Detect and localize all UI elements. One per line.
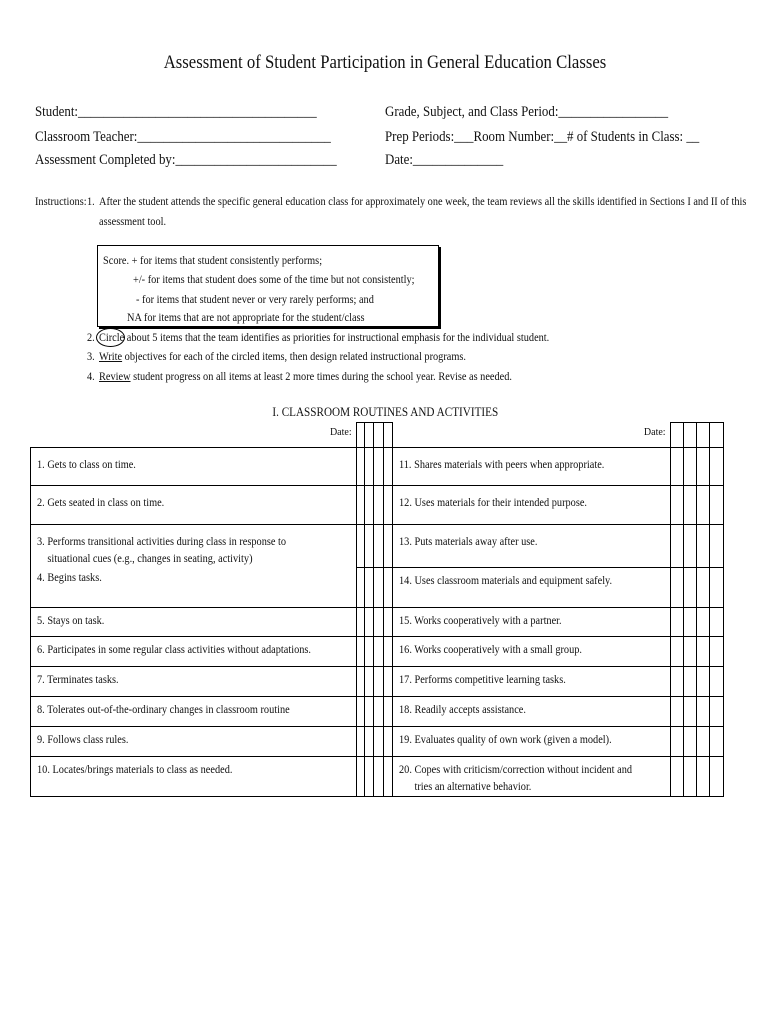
skill-item: [31, 486, 357, 525]
score-cell[interactable]: [670, 756, 683, 796]
score-cell[interactable]: [696, 666, 709, 696]
skill-item: [392, 696, 670, 726]
score-cell[interactable]: [696, 696, 709, 726]
skill-item: [31, 525, 357, 568]
score-cell[interactable]: [683, 726, 696, 756]
score-cell[interactable]: [670, 567, 683, 607]
review-word: Review: [99, 369, 131, 383]
instruction-step-1: After the student attends the specific general education class for approximately one week, the team reviews all the skills identified in Sections I and II of this: [99, 194, 747, 208]
score-cell[interactable]: [383, 607, 392, 636]
score-cell[interactable]: [670, 726, 683, 756]
score-cell[interactable]: [670, 696, 683, 726]
score-cell[interactable]: [356, 448, 365, 486]
skill-item: [392, 666, 670, 696]
date-label-cell: [31, 423, 357, 448]
skill-item: [392, 567, 670, 607]
score-cell[interactable]: [365, 756, 374, 796]
step-number: 2.: [87, 330, 95, 344]
skill-text: 8. Tolerates out-of-the-ordinary changes in classroom routine: [37, 701, 290, 716]
score-cell[interactable]: [696, 607, 709, 636]
skill-text: 5. Stays on task.: [37, 612, 105, 627]
score-cell[interactable]: [365, 486, 374, 525]
skill-item: [392, 636, 670, 666]
prep-room-students-field[interactable]: Prep Periods:___Room Number:__# of Students in Class: __: [385, 129, 700, 145]
score-cell[interactable]: [709, 607, 723, 636]
score-cell[interactable]: [374, 486, 383, 525]
date-cell[interactable]: [365, 423, 374, 448]
skills-table: [30, 422, 724, 797]
date-field[interactable]: Date:______________: [385, 152, 504, 168]
score-cell[interactable]: [356, 756, 365, 796]
skill-item: [392, 448, 670, 486]
skill-item: [392, 726, 670, 756]
step-number: 1.: [87, 194, 95, 208]
score-cell[interactable]: [696, 756, 709, 796]
skill-item: [31, 666, 357, 696]
score-cell[interactable]: [356, 607, 365, 636]
table-row: [31, 486, 724, 525]
score-cell[interactable]: [383, 636, 392, 666]
skill-text: 1. Gets to class on time.: [37, 457, 136, 471]
section-title-text: I. CLASSROOM ROUTINES AND ACTIVITIES: [272, 404, 498, 419]
score-cell[interactable]: [709, 486, 723, 525]
score-cell[interactable]: [365, 607, 374, 636]
score-cell[interactable]: [365, 567, 374, 607]
score-cell[interactable]: [374, 726, 383, 756]
score-cell[interactable]: [356, 567, 365, 607]
instruction-step-3: [99, 349, 466, 364]
skill-item: [31, 636, 357, 666]
instructions-label: Instructions:: [35, 194, 87, 208]
skill-text: 16. Works cooperatively with a small group.: [398, 641, 582, 656]
score-cell[interactable]: [696, 567, 709, 607]
student-field[interactable]: Student:_____________________________________: [35, 104, 317, 120]
score-cell[interactable]: [383, 726, 392, 756]
score-cell[interactable]: [374, 607, 383, 636]
skill-text: 20. Copes with criticism/correction without incident and: [398, 761, 632, 776]
date-cell[interactable]: [696, 423, 709, 448]
step-number: 4.: [87, 369, 95, 383]
score-cell[interactable]: [374, 756, 383, 796]
score-cell[interactable]: [383, 666, 392, 696]
instruction-step-2: [99, 330, 549, 345]
table-row: [31, 567, 724, 607]
score-cell[interactable]: [374, 567, 383, 607]
date-cell[interactable]: [683, 423, 696, 448]
instruction-step-1-cont: assessment tool.: [99, 214, 167, 228]
score-cell[interactable]: [670, 636, 683, 666]
score-cell[interactable]: [356, 525, 365, 568]
skill-item: [392, 486, 670, 525]
assessment-completed-by-field[interactable]: Assessment Completed by:_________________________: [35, 152, 337, 168]
skill-item: [392, 607, 670, 636]
table-row: [31, 666, 724, 696]
score-cell[interactable]: [356, 486, 365, 525]
skill-text: 4. Begins tasks.: [37, 570, 102, 584]
score-cell[interactable]: [383, 525, 392, 568]
table-row: [31, 696, 724, 726]
score-cell[interactable]: [709, 696, 723, 726]
score-cell[interactable]: [356, 726, 365, 756]
skill-text: 17. Performs competitive learning tasks.: [398, 671, 566, 686]
table-row: [31, 525, 724, 568]
skill-text: 15. Works cooperatively with a partner.: [398, 612, 562, 627]
score-cell[interactable]: [709, 636, 723, 666]
date-cell[interactable]: [670, 423, 683, 448]
score-cell[interactable]: [696, 525, 709, 568]
score-cell[interactable]: [374, 636, 383, 666]
score-legend-line: - for items that student never or very rarely performs; and: [136, 292, 374, 306]
score-cell[interactable]: [356, 696, 365, 726]
score-legend-line: Score. + for items that student consistently performs;: [103, 253, 323, 267]
score-cell[interactable]: [374, 696, 383, 726]
score-cell[interactable]: [709, 726, 723, 756]
score-cell[interactable]: [670, 486, 683, 525]
score-legend-line: +/- for items that student does some of the time but not consistently;: [133, 272, 415, 286]
table-row: [31, 756, 724, 796]
section-title: [0, 404, 770, 420]
skill-text: 13. Puts materials away after use.: [398, 534, 538, 548]
score-cell[interactable]: [365, 726, 374, 756]
score-legend-line: NA for items that are not appropriate for the student/class: [127, 310, 365, 324]
skill-item: [31, 607, 357, 636]
skill-text: 11. Shares materials with peers when appropriate.: [398, 457, 605, 471]
score-cell[interactable]: [709, 567, 723, 607]
date-cell[interactable]: [356, 423, 365, 448]
score-cell[interactable]: [356, 636, 365, 666]
score-cell[interactable]: [683, 607, 696, 636]
skill-item: [31, 448, 357, 486]
circle-word: Circle: [99, 330, 125, 344]
score-cell[interactable]: [670, 448, 683, 486]
skill-text: 19. Evaluates quality of own work (given a model).: [398, 731, 612, 746]
date-row: [31, 423, 724, 448]
score-cell[interactable]: [670, 666, 683, 696]
instruction-step-4: [99, 369, 512, 384]
score-cell[interactable]: [683, 756, 696, 796]
skill-text: 18. Readily accepts assistance.: [398, 701, 526, 716]
table-row: [31, 726, 724, 756]
skill-text: 2. Gets seated in class on time.: [37, 495, 165, 509]
score-cell[interactable]: [670, 525, 683, 568]
score-cell[interactable]: [365, 636, 374, 666]
date-cell[interactable]: [709, 423, 723, 448]
score-cell[interactable]: [374, 525, 383, 568]
classroom-teacher-field[interactable]: Classroom Teacher:______________________________: [35, 129, 331, 145]
skill-text-cont: tries an alternative behavior.: [414, 778, 532, 793]
score-cell[interactable]: [383, 696, 392, 726]
date-label-cell: [392, 423, 670, 448]
skill-item: [31, 756, 357, 796]
score-cell[interactable]: [383, 756, 392, 796]
score-cell[interactable]: [365, 666, 374, 696]
table-row: [31, 448, 724, 486]
skill-text: 12. Uses materials for their intended purpose.: [398, 495, 587, 509]
skill-text: 10. Locates/brings materials to class as needed.: [37, 761, 233, 776]
table-row: [31, 636, 724, 666]
skill-item: [392, 525, 670, 568]
score-cell[interactable]: [365, 448, 374, 486]
date-cell[interactable]: [383, 423, 392, 448]
step-number: 3.: [87, 349, 95, 363]
step-4-text: student progress on all items at least 2 more times during the school year. Revise as needed.: [130, 369, 512, 383]
grade-subject-period-field[interactable]: Grade, Subject, and Class Period:_________________: [385, 104, 669, 120]
score-cell[interactable]: [683, 636, 696, 666]
score-cell[interactable]: [683, 486, 696, 525]
score-cell[interactable]: [696, 448, 709, 486]
step-3-text: objectives for each of the circled items, then design related instructional programs.: [122, 349, 466, 363]
score-cell[interactable]: [365, 696, 374, 726]
score-cell[interactable]: [683, 666, 696, 696]
skill-item: [31, 567, 357, 607]
score-cell[interactable]: [709, 756, 723, 796]
date-cell[interactable]: [374, 423, 383, 448]
skill-text: 6. Participates in some regular class activities without adaptations.: [37, 641, 311, 656]
score-cell[interactable]: [365, 525, 374, 568]
score-cell[interactable]: [383, 567, 392, 607]
skill-text: 7. Terminates tasks.: [37, 671, 119, 686]
skill-text: 3. Performs transitional activities during class in response to: [37, 534, 287, 548]
skill-text-cont: situational cues (e.g., changes in seating, activity): [47, 551, 253, 565]
score-cell[interactable]: [383, 486, 392, 525]
page-title: Assessment of Student Participation in General Education Classes: [163, 52, 607, 73]
score-cell[interactable]: [683, 525, 696, 568]
skill-item: [31, 696, 357, 726]
score-cell[interactable]: [683, 696, 696, 726]
skill-item: [31, 726, 357, 756]
score-cell[interactable]: [374, 666, 383, 696]
skill-text: 14. Uses classroom materials and equipment safely.: [398, 572, 612, 587]
score-cell[interactable]: [696, 636, 709, 666]
step-2-text: about 5 items that the team identifies as priorities for instructional emphasis for the individual student.: [124, 330, 550, 344]
score-cell[interactable]: [709, 666, 723, 696]
score-cell[interactable]: [709, 525, 723, 568]
skill-item: [392, 756, 670, 796]
score-cell[interactable]: [683, 567, 696, 607]
score-cell[interactable]: [696, 726, 709, 756]
score-cell[interactable]: [709, 448, 723, 486]
table-row: [31, 607, 724, 636]
score-cell[interactable]: [383, 448, 392, 486]
write-word: Write: [99, 349, 123, 363]
skill-text: 9. Follows class rules.: [37, 731, 129, 746]
score-cell[interactable]: [683, 448, 696, 486]
score-cell[interactable]: [670, 607, 683, 636]
date-label: Date:: [643, 426, 666, 438]
score-cell[interactable]: [374, 448, 383, 486]
date-label: Date:: [329, 426, 352, 438]
score-cell[interactable]: [356, 666, 365, 696]
score-cell[interactable]: [696, 486, 709, 525]
